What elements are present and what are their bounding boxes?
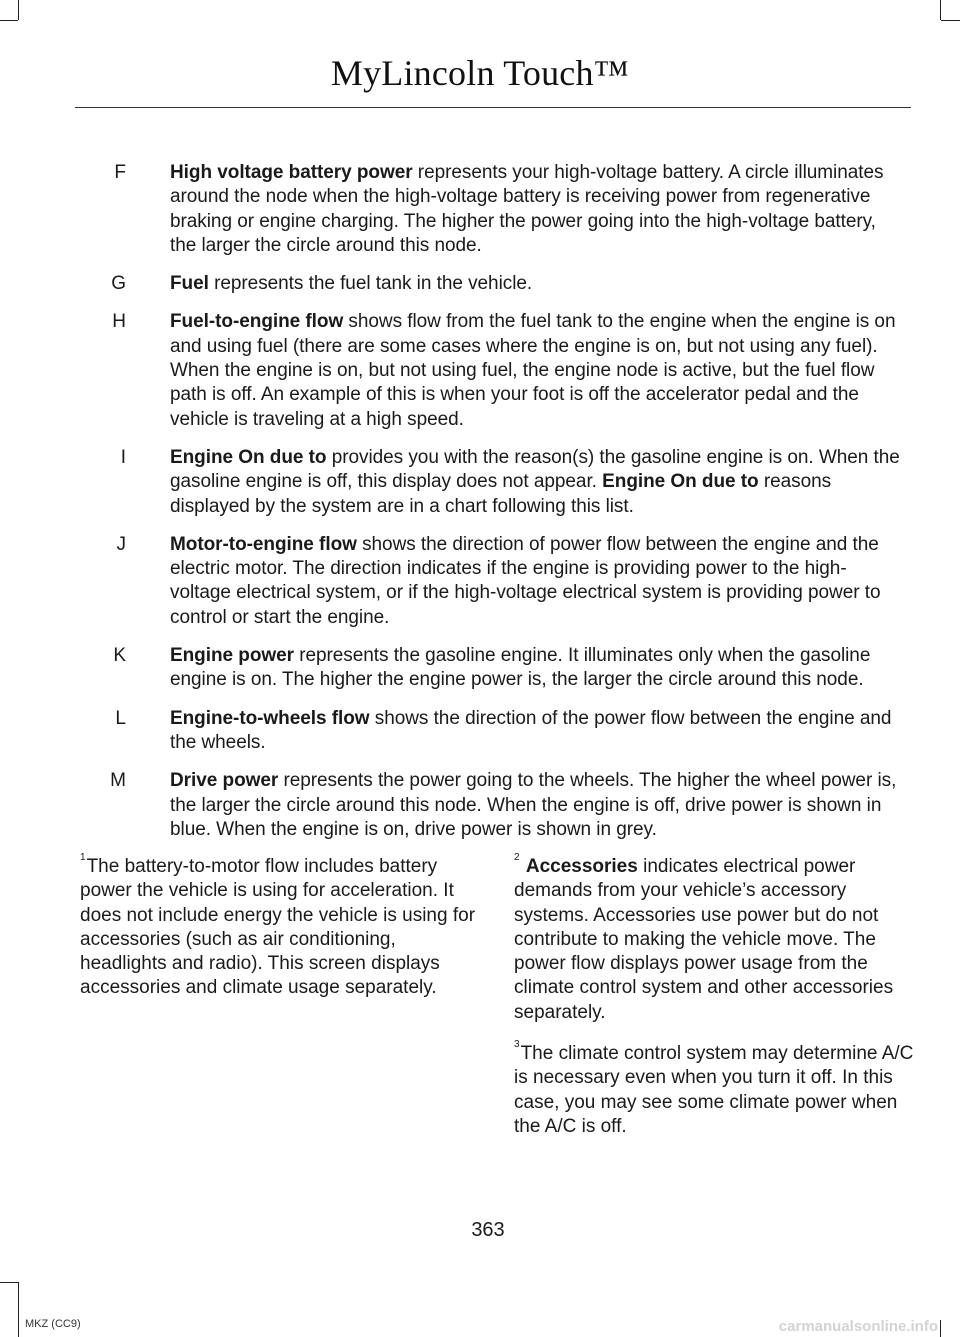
footnote-marker: 2	[514, 852, 520, 863]
footnote-text: The climate control system may determine A/C is necessary even when you turn it off. In this case, you may see some climate power when the A/C is off.	[514, 1043, 914, 1137]
crop-mark	[941, 20, 960, 21]
item-term: Drive power	[170, 770, 279, 792]
item-letter: K	[113, 645, 126, 667]
item-text: shows the direction of the power flow between the engine and the wheels.	[170, 707, 892, 753]
definition-list	[60, 161, 906, 856]
item-letter: J	[116, 533, 126, 555]
item-description	[170, 644, 906, 693]
list-item	[60, 310, 906, 431]
item-text: represents the fuel tank in the vehicle.	[208, 273, 533, 295]
item-term: Fuel-to-engine flow	[170, 311, 344, 333]
page-number: 363	[471, 1219, 505, 1241]
crop-mark	[0, 20, 18, 21]
item-text: shows the direction of power flow between the engine and the electric motor. The direction indicates if the engine is providing power to the high-voltage electrical system, or if the high-voltage electrical system is providing power to control or start the engine.	[170, 533, 881, 628]
item-description	[170, 533, 906, 630]
footnote-term: Accessories	[525, 856, 638, 877]
crop-mark	[0, 1282, 18, 1283]
item-term: Fuel	[170, 273, 209, 295]
footnote	[514, 846, 914, 1025]
item-text: represents the gasoline engine. It illuminates only when the gasoline engine is on. The higher the engine power is, the larger the circle around this node.	[170, 645, 871, 691]
item-term: Engine power	[170, 645, 294, 667]
list-item	[60, 707, 906, 756]
footnote	[514, 1033, 914, 1139]
item-text: provides you with the reason(s) the gasoline engine is on. When the gasoline engine is off, this display does not appear.	[170, 446, 900, 493]
item-text: shows flow from the fuel tank to the engine when the engine is on and using fuel (there are some cases where the engine is on, but not using any fuel). When the engine is on, but not using fuel, the engine node is active, but the fuel flow path is off. An example of this is when your foot is off the accelerator pedal and the vehicle is traveling at a high speed.	[170, 311, 896, 430]
item-term: Motor-to-engine flow	[170, 533, 357, 555]
item-letter: F	[114, 162, 126, 183]
list-item	[60, 161, 906, 258]
item-description	[170, 310, 906, 431]
crop-mark	[940, 0, 941, 20]
item-description	[170, 272, 906, 296]
item-description	[170, 707, 906, 756]
item-description	[170, 161, 906, 258]
item-term: Engine-to-wheels flow	[170, 707, 370, 729]
footnote-marker: 3	[514, 1039, 520, 1051]
page-title: MyLincoln Touch™	[330, 53, 630, 93]
list-item	[60, 272, 906, 296]
item-letter: H	[112, 311, 126, 333]
footnote-text: indicates electrical power demands from your vehicle’s accessory systems. Accessories use power but do not contribute to making the vehicle move. The power flow displays power usage from the climate control system and other accessories separately.	[514, 856, 894, 1023]
model-code: MKZ (CC9)	[25, 1318, 81, 1330]
crop-mark	[18, 0, 19, 20]
footnotes-left-column	[80, 846, 480, 1009]
item-text: represents the power going to the wheels. The higher the wheel power is, the larger the circle around this node. When the engine is off, drive power is shown in blue. When the engine is on, drive power is shown in grey.	[170, 770, 897, 840]
list-item	[60, 446, 906, 519]
footnotes-right-column	[514, 846, 914, 1147]
list-item	[60, 533, 906, 630]
item-term: High voltage battery power	[170, 162, 413, 183]
item-letter: G	[111, 273, 126, 295]
item-letter: M	[110, 770, 126, 792]
header-divider	[75, 107, 911, 108]
item-letter: L	[115, 707, 126, 729]
list-item	[60, 644, 906, 693]
crop-mark	[940, 1320, 941, 1337]
footnote-marker: 1	[80, 852, 86, 863]
item-text: represents your high-voltage battery. A circle illuminates around the node when the high-voltage battery is receiving power from regenerative braking or engine charging. The higher the power going into the high-voltage battery, the larger the circle around this node.	[170, 162, 884, 256]
item-text-secondary: reasons displayed by the system are in a chart following this list.	[170, 471, 832, 517]
item-letter: I	[120, 446, 126, 468]
crop-mark	[18, 1282, 19, 1337]
footnote	[80, 846, 480, 1001]
item-description	[170, 446, 906, 519]
item-description	[170, 769, 906, 842]
item-term-secondary: Engine On due to	[602, 471, 759, 493]
item-term: Engine On due to	[170, 446, 327, 468]
list-item	[60, 769, 906, 842]
watermark: carmanualsonline.info	[778, 1318, 938, 1335]
footnote-text: The battery-to-motor flow includes battery power the vehicle is using for acceleration. It does not include energy the vehicle is using for accessories (such as air conditioning, headlights and radio). This screen displays accessories and climate usage separately.	[80, 856, 476, 999]
